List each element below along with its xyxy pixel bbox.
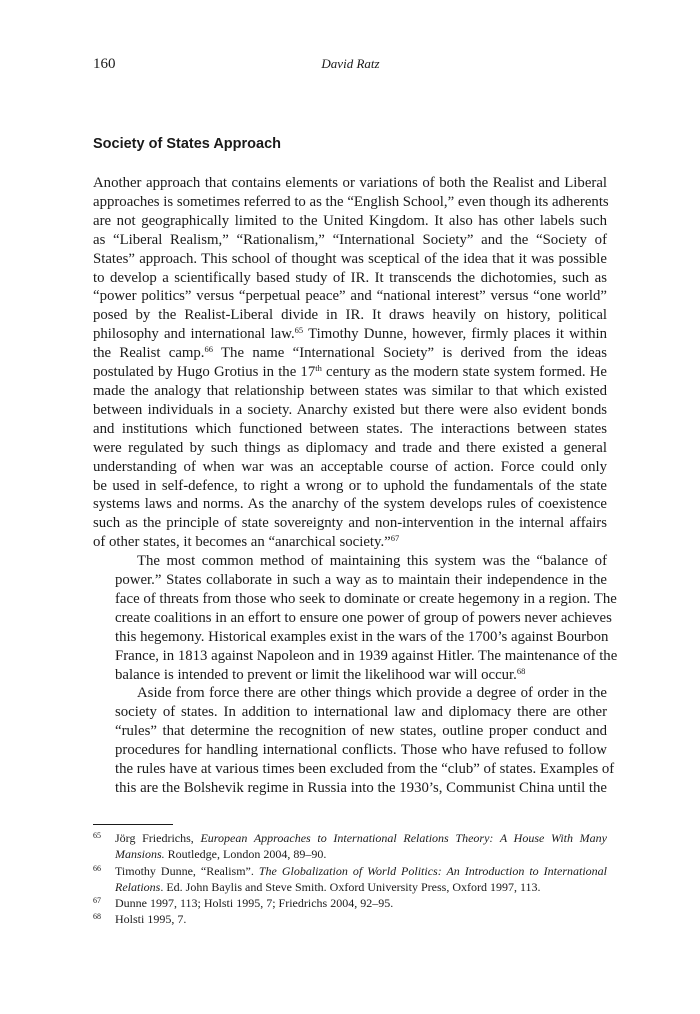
body-text bbox=[93, 174, 618, 798]
footnote-68 bbox=[93, 911, 607, 927]
text-line: systems laws and norms. As the anarchy of the system develops rules of coexistence bbox=[93, 496, 607, 513]
text-line bbox=[93, 533, 607, 552]
footnote-title: The Globalization of World Politics: An Introduction to International Relations bbox=[115, 863, 607, 894]
text-line: between individuals in a society. Anarchy existed but there were also evident bonds bbox=[93, 401, 607, 418]
text-line: as “Liberal Realism,” “Rationalism,” “International Society” and the “Society of bbox=[93, 231, 607, 248]
footnote-text: Dunne 1997, 113; Holsti 1995, 7; Friedrichs 2004, 92–95. bbox=[115, 896, 394, 911]
paragraph-1 bbox=[93, 174, 607, 552]
text-line: such as the principle of state sovereignty and non-intervention in the internal affairs bbox=[93, 515, 607, 532]
footnote-ref-68[interactable]: 68 bbox=[516, 665, 526, 676]
footnote-text: . Ed. John Baylis and Steve Smith. Oxford University Press, Oxford 1997, 113. bbox=[160, 879, 541, 894]
section-heading: Society of States Approach bbox=[93, 136, 282, 152]
footnote-title: European Approaches to International Relations Theory: A House With Many Mansions. bbox=[115, 831, 607, 862]
text-line bbox=[93, 325, 607, 344]
text-line: this hegemony. Historical examples exist in the wars of the 1700’s against Bourbon bbox=[115, 628, 609, 645]
footnote-ref-67[interactable]: 67 bbox=[390, 533, 400, 544]
text-line: States” approach. This school of thought was sceptical of the idea that it was possible bbox=[93, 250, 607, 267]
text-line: face of threats from those who seek to dominate or create hegemony in a region. The bbox=[115, 590, 617, 607]
footnote-number: 67 bbox=[93, 896, 101, 906]
text-line: Aside from force there are other things which provide a degree of order in the bbox=[137, 685, 607, 702]
text-line: “power politics” versus “perpetual peace” and “national interest” versus “one world” bbox=[93, 288, 607, 305]
text-line: France, in 1813 against Napoleon and in 1939 against Hitler. The maintenance of the bbox=[115, 647, 618, 664]
footnote-66 bbox=[93, 863, 607, 896]
text-line: made the analogy that relationship between states was similar to that which existed bbox=[93, 382, 607, 399]
paragraph-2 bbox=[93, 552, 618, 684]
footnote-ref-66[interactable]: 66 bbox=[204, 344, 213, 355]
text-line: Another approach that contains elements or variations of both the Realist and Liberal bbox=[93, 175, 607, 191]
footnote-text: Timothy Dunne, “Realism”. bbox=[115, 863, 259, 878]
footnote-number: 65 bbox=[93, 831, 101, 840]
text-line: approaches is sometimes referred to as the “English School,” even though its adherents bbox=[93, 193, 609, 210]
text-line: were regulated by such things as diplomacy and trade and there existed a general bbox=[93, 439, 607, 456]
text-line bbox=[93, 666, 607, 685]
footnote-number: 68 bbox=[93, 912, 101, 922]
text-line: be used in self-defence, to right a wrong or to uphold the fundamentals of the state bbox=[93, 477, 607, 494]
superscript-th: th bbox=[315, 363, 322, 374]
text-segment: philosophy and international law. bbox=[93, 326, 295, 343]
text-segment: of other states, it becomes an “anarchical society.” bbox=[93, 534, 391, 551]
text-line: create coalitions in an effort to ensure one power of group of powers never achieves bbox=[115, 609, 612, 626]
footnote-text: Holsti 1995, 7. bbox=[115, 912, 187, 927]
text-line: The most common method of maintaining this system was the “balance of bbox=[137, 553, 607, 570]
page-number: 160 bbox=[93, 56, 116, 72]
text-segment: Timothy Dunne, however, firmly places it within bbox=[303, 326, 607, 343]
text-line bbox=[93, 363, 607, 382]
footnote-65 bbox=[93, 830, 607, 863]
footnote-text: Routledge, London 2004, 89–90. bbox=[164, 847, 327, 862]
running-head: David Ratz bbox=[321, 56, 380, 71]
text-line bbox=[93, 344, 607, 363]
footnote-67 bbox=[93, 895, 607, 911]
paragraph-3 bbox=[93, 684, 615, 797]
text-line: power.” States collaborate in such a way as to maintain their independence in the bbox=[115, 572, 607, 589]
text-segment: the Realist camp. bbox=[93, 345, 205, 362]
text-line: this are the Bolshevik regime in Russia into the 1930’s, Communist China until the bbox=[115, 780, 607, 796]
text-segment: century as the modern state system formed. He bbox=[321, 364, 608, 381]
text-segment: postulated by Hugo Grotius in the 17 bbox=[93, 364, 316, 381]
text-line: understanding of when war was an acceptable course of action. Force could only bbox=[93, 458, 607, 475]
footnote-ref-65[interactable]: 65 bbox=[294, 325, 304, 336]
text-line: and institutions which functioned between states. The interactions between states bbox=[93, 420, 607, 437]
footnote-number: 66 bbox=[93, 863, 101, 873]
text-line: procedures for handling international conflicts. Those who have refused to follow bbox=[115, 742, 607, 759]
text-line: to develop a scientifically based study of IR. It transcends the dichotomies, such as bbox=[93, 269, 607, 286]
text-line: “rules” that determine the recognition of new states, outline proper conduct and bbox=[115, 723, 607, 740]
text-line: the rules have at various times been excluded from the “club” of states. Examples of bbox=[115, 761, 615, 778]
footnote-text: Jörg Friedrichs, bbox=[115, 831, 201, 845]
text-segment: The name “International Society” is derived from the ideas bbox=[213, 345, 607, 362]
text-line: are not geographically limited to the United Kingdom. It also has other labels such bbox=[93, 212, 607, 229]
footnote-divider bbox=[93, 824, 173, 825]
footnotes bbox=[93, 830, 607, 928]
page-header bbox=[93, 56, 608, 76]
text-line: society of states. In addition to international law and diplomacy there are other bbox=[115, 704, 607, 721]
text-line: posed by the Realist-Liberal divide in IR. It draws heavily on history, political bbox=[93, 307, 607, 324]
text-segment: balance is intended to prevent or limit the likelihood war will occur. bbox=[115, 666, 517, 683]
